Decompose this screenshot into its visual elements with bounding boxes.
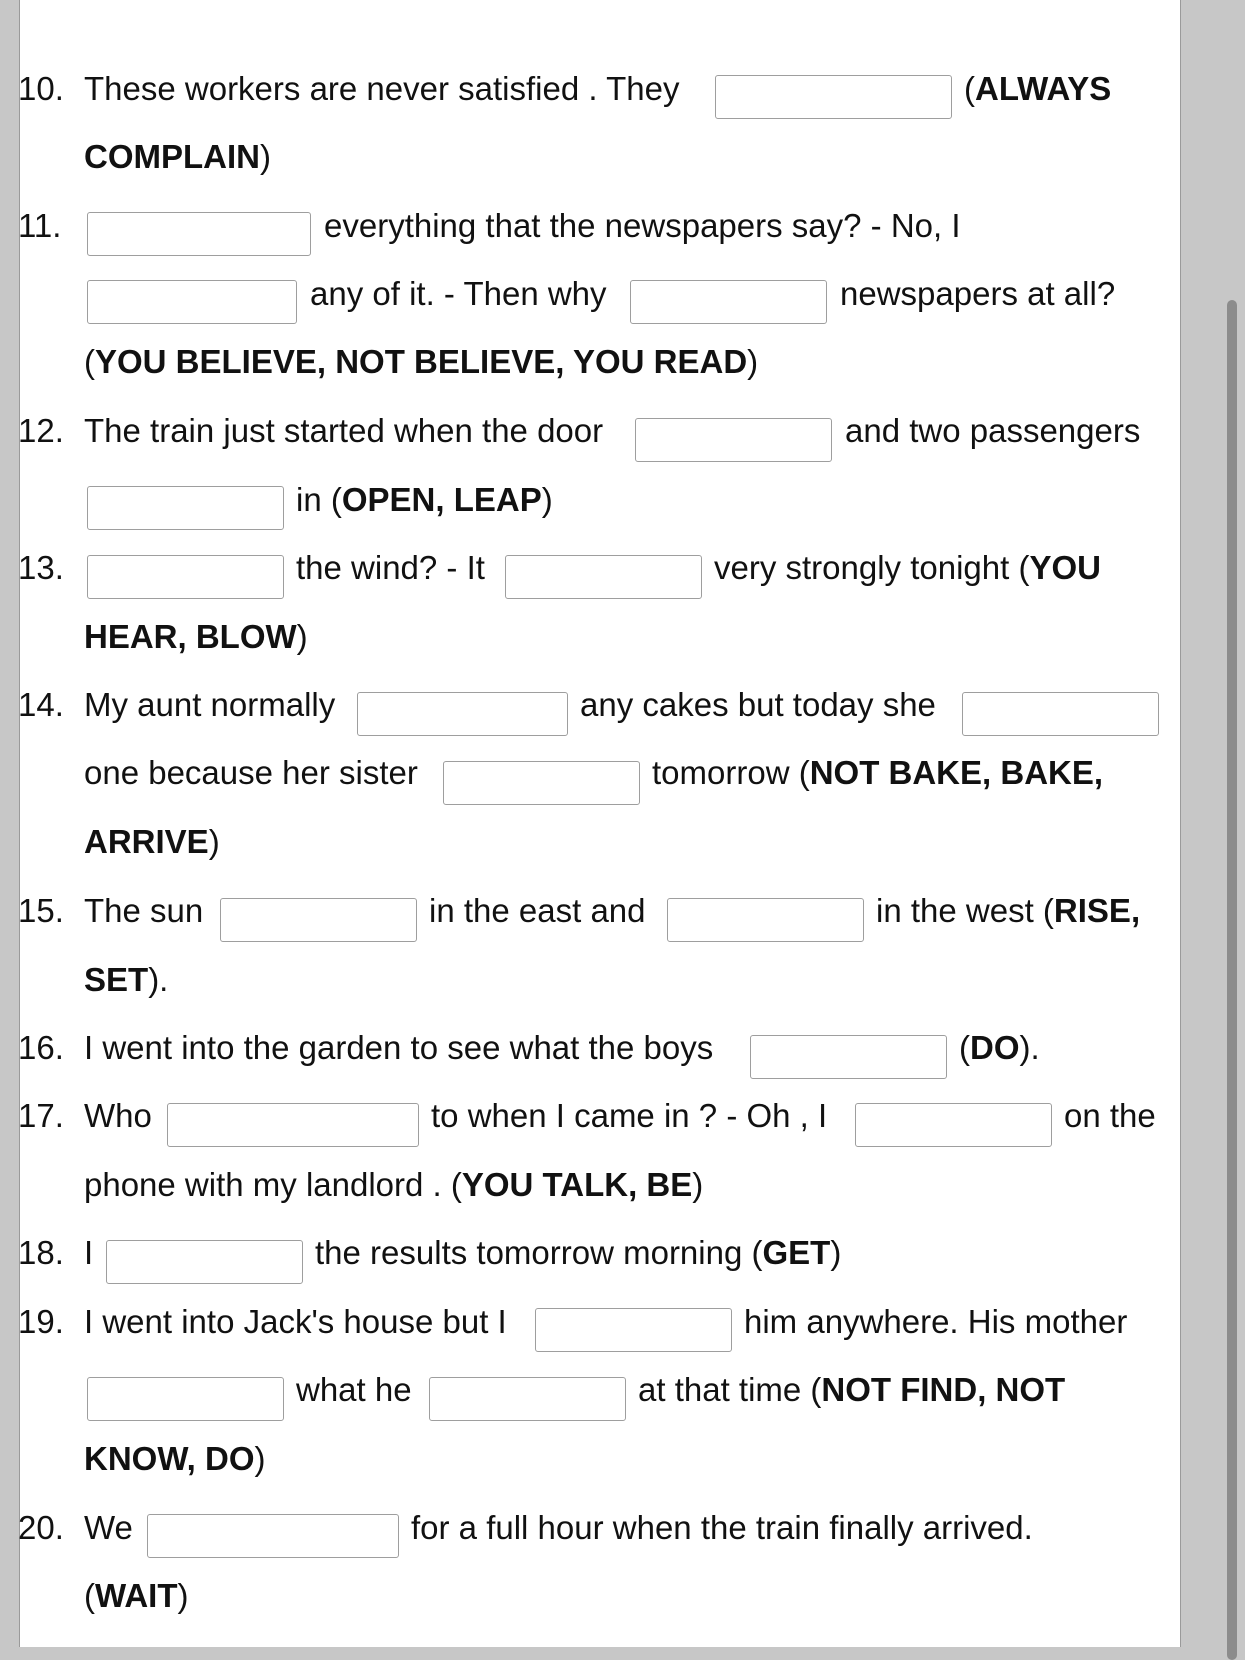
answer-input[interactable] — [167, 1103, 419, 1147]
answer-input[interactable] — [535, 1308, 732, 1352]
exercise-text: to when I came in ? - Oh , I — [431, 1097, 828, 1134]
exercise-number: 19. — [18, 1303, 64, 1340]
exercise-hint: SET). — [84, 961, 169, 998]
exercise-number: 17. — [18, 1097, 64, 1134]
answer-input[interactable] — [505, 555, 702, 599]
exercise-hint: KNOW, DO) — [84, 1440, 266, 1477]
exercise-text: one because her sister — [84, 754, 418, 791]
answer-input[interactable] — [630, 280, 827, 324]
exercise-text: for a full hour when the train finally arrived. — [411, 1509, 1033, 1546]
exercise-text: We — [84, 1509, 133, 1546]
exercise-hint: HEAR, BLOW) — [84, 618, 308, 655]
exercise-hint: at that time (NOT FIND, NOT — [638, 1371, 1066, 1408]
answer-input[interactable] — [357, 692, 568, 736]
exercise-hint: (WAIT) — [84, 1577, 189, 1614]
exercise-text: These workers are never satisfied . They — [84, 70, 680, 107]
exercise-hint: tomorrow (NOT BAKE, BAKE, — [652, 754, 1104, 791]
exercise-hint: (ALWAYS — [964, 70, 1112, 107]
exercise-number: 16. — [18, 1029, 64, 1066]
exercise-hint: in (OPEN, LEAP) — [296, 481, 553, 518]
answer-input[interactable] — [750, 1035, 947, 1079]
exercise-number: 12. — [18, 412, 64, 449]
answer-input[interactable] — [87, 280, 297, 324]
exercise-number: 18. — [18, 1234, 64, 1271]
exercise-number: 14. — [18, 686, 64, 723]
exercise-text: any of it. - Then why — [310, 275, 607, 312]
exercise-text: on the — [1064, 1097, 1156, 1134]
answer-input[interactable] — [87, 212, 311, 256]
answer-input[interactable] — [443, 761, 640, 805]
exercise-hint: (YOU BELIEVE, NOT BELIEVE, YOU READ) — [84, 343, 759, 380]
exercise-hint: COMPLAIN) — [84, 138, 271, 175]
answer-input[interactable] — [635, 418, 832, 462]
exercise-text: I — [84, 1234, 94, 1271]
exercise-hint: very strongly tonight (YOU — [714, 549, 1101, 586]
exercise-text: Who — [84, 1097, 152, 1134]
answer-input[interactable] — [87, 1377, 284, 1421]
scrollbar-thumb[interactable] — [1227, 300, 1237, 1660]
exercise-text: I went into Jack's house but I — [84, 1303, 507, 1340]
exercise-number: 11. — [18, 207, 62, 244]
exercise-text: My aunt normally — [84, 686, 336, 723]
answer-input[interactable] — [855, 1103, 1052, 1147]
answer-input[interactable] — [220, 898, 417, 942]
exercise-text: The sun — [84, 892, 204, 929]
answer-input[interactable] — [715, 75, 952, 119]
answer-input[interactable] — [429, 1377, 626, 1421]
answer-input[interactable] — [147, 1514, 399, 1558]
exercise-text: I went into the garden to see what the boys — [84, 1029, 714, 1066]
exercise-text: newspapers at all? — [840, 275, 1116, 312]
answer-input[interactable] — [87, 555, 284, 599]
exercise-text: everything that the newspapers say? - No, I — [324, 207, 961, 244]
exercise-number: 15. — [18, 892, 64, 929]
answer-input[interactable] — [106, 1240, 303, 1284]
exercise-text: him anywhere. His mother — [744, 1303, 1128, 1340]
exercise-number: 10. — [18, 70, 64, 107]
exercise-text: what he — [296, 1371, 412, 1408]
exercise-hint: (DO). — [959, 1029, 1040, 1066]
exercise-number: 13. — [18, 549, 64, 586]
answer-input[interactable] — [87, 486, 284, 530]
exercise-hint: the results tomorrow morning (GET) — [315, 1234, 842, 1271]
answer-input[interactable] — [962, 692, 1159, 736]
exercise-text: and two passengers — [845, 412, 1141, 449]
answer-input[interactable] — [667, 898, 864, 942]
exercise-hint: in the west (RISE, — [876, 892, 1141, 929]
exercise-number: 20. — [18, 1509, 64, 1546]
exercise-text: in the east and — [429, 892, 646, 929]
exercise-hint: phone with my landlord . (YOU TALK, BE) — [84, 1166, 704, 1203]
exercise-hint: ARRIVE) — [84, 823, 220, 860]
exercise-text: the wind? - It — [296, 549, 485, 586]
exercise-text: any cakes but today she — [580, 686, 936, 723]
exercise-text: The train just started when the door — [84, 412, 604, 449]
